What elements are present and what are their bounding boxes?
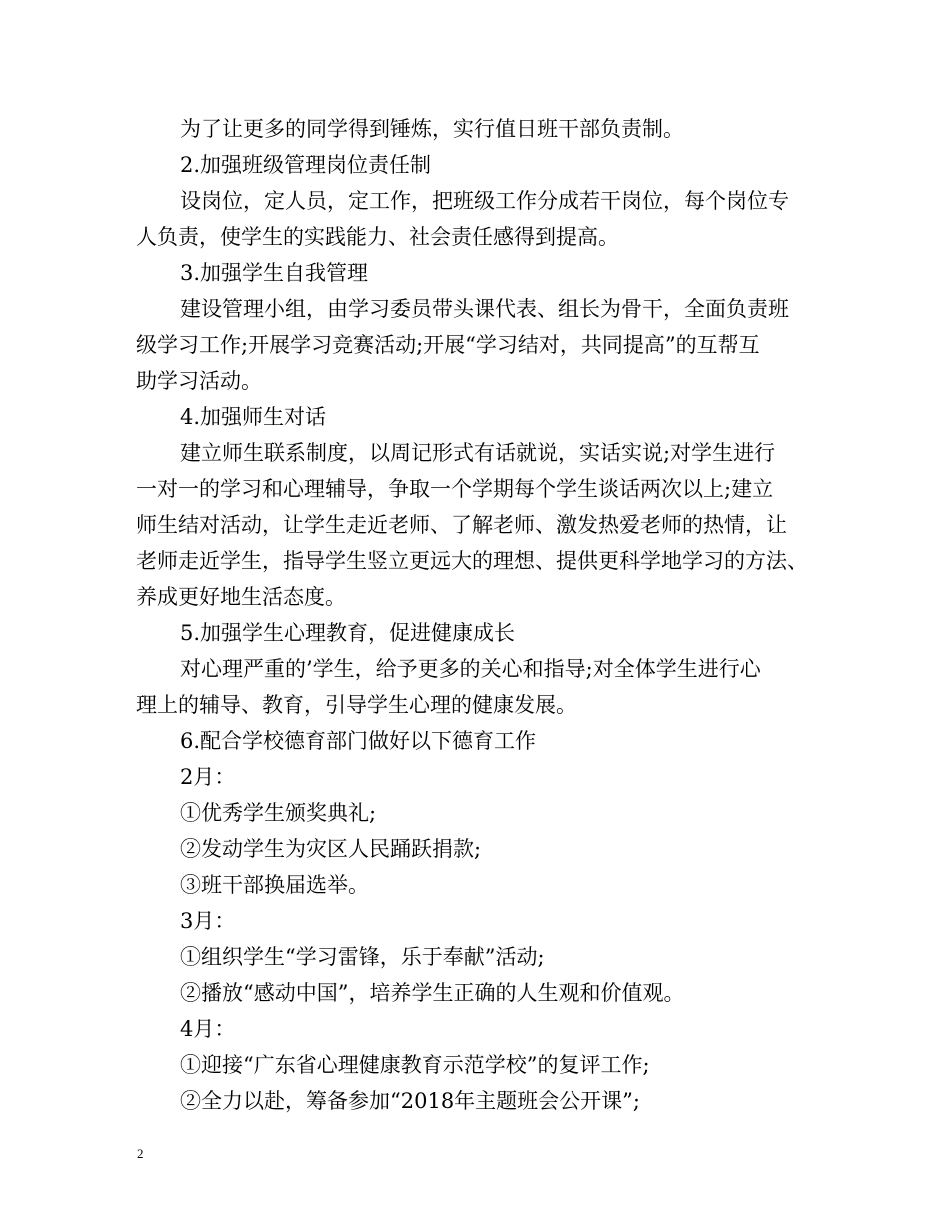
paragraph-line: 理上的辅导、教育，引导学生心理的健康发展。 [136, 693, 577, 717]
paragraph-line: 设岗位，定人员，定工作，把班级工作分成若干岗位，每个岗位专 [180, 189, 789, 213]
page-number: 2 [137, 1146, 144, 1161]
month-heading: 3月： [180, 909, 236, 933]
paragraph-line: 师生结对活动，让学生走近老师、了解老师、激发热爱老师的热情，让 [136, 513, 787, 537]
list-item: ①组织学生“学习雷锋，乐于奉献”活动; [180, 945, 545, 969]
section-heading: 6.配合学校德育部门做好以下德育工作 [180, 729, 537, 753]
list-item: ①优秀学生颁奖典礼; [180, 801, 377, 825]
paragraph-line: 级学习工作;开展学习竞赛活动;开展“学习结对，共同提高”的互帮互 [136, 333, 760, 357]
list-item: ②播放“感动中国”，培养学生正确的人生观和价值观。 [180, 981, 685, 1005]
section-heading: 4.加强师生对话 [180, 405, 327, 429]
paragraph-line: 养成更好地生活态度。 [136, 585, 346, 609]
paragraph-line: 对心理严重的’学生，给予更多的关心和指导;对全体学生进行心 [180, 657, 761, 681]
paragraph-line: 助学习活动。 [136, 369, 262, 393]
paragraph-line: 建设管理小组，由学习委员带头课代表、组长为骨干，全面负责班 [180, 297, 789, 321]
list-item: ③班干部换届选举。 [180, 873, 369, 897]
list-item: ②发动学生为灾区人民踊跃捐款; [180, 837, 482, 861]
paragraph-line: 为了让更多的同学得到锤炼，实行值日班干部负责制。 [180, 117, 684, 141]
paragraph-line: 建立师生联系制度，以周记形式有话就说，实话实说;对学生进行 [180, 441, 776, 465]
paragraph-line: 一对一的学习和心理辅导，争取一个学期每个学生谈话两次以上;建立 [136, 477, 774, 501]
list-item: ②全力以赴，筹备参加“2018年主题班会公开课”; [180, 1089, 640, 1113]
month-heading: 2月： [180, 765, 236, 789]
list-item: ①迎接“广东省心理健康教育示范学校”的复评工作; [180, 1053, 650, 1077]
section-heading: 5.加强学生心理教育，促进健康成长 [180, 621, 516, 645]
paragraph-line: 人负责，使学生的实践能力、社会责任感得到提高。 [136, 225, 619, 249]
section-heading: 3.加强学生自我管理 [180, 261, 369, 285]
month-heading: 4月： [180, 1017, 236, 1041]
paragraph-line: 老师走近学生，指导学生竖立更远大的理想、提供更科学地学习的方法、 [136, 549, 808, 573]
section-heading: 2.加强班级管理岗位责任制 [180, 153, 432, 177]
